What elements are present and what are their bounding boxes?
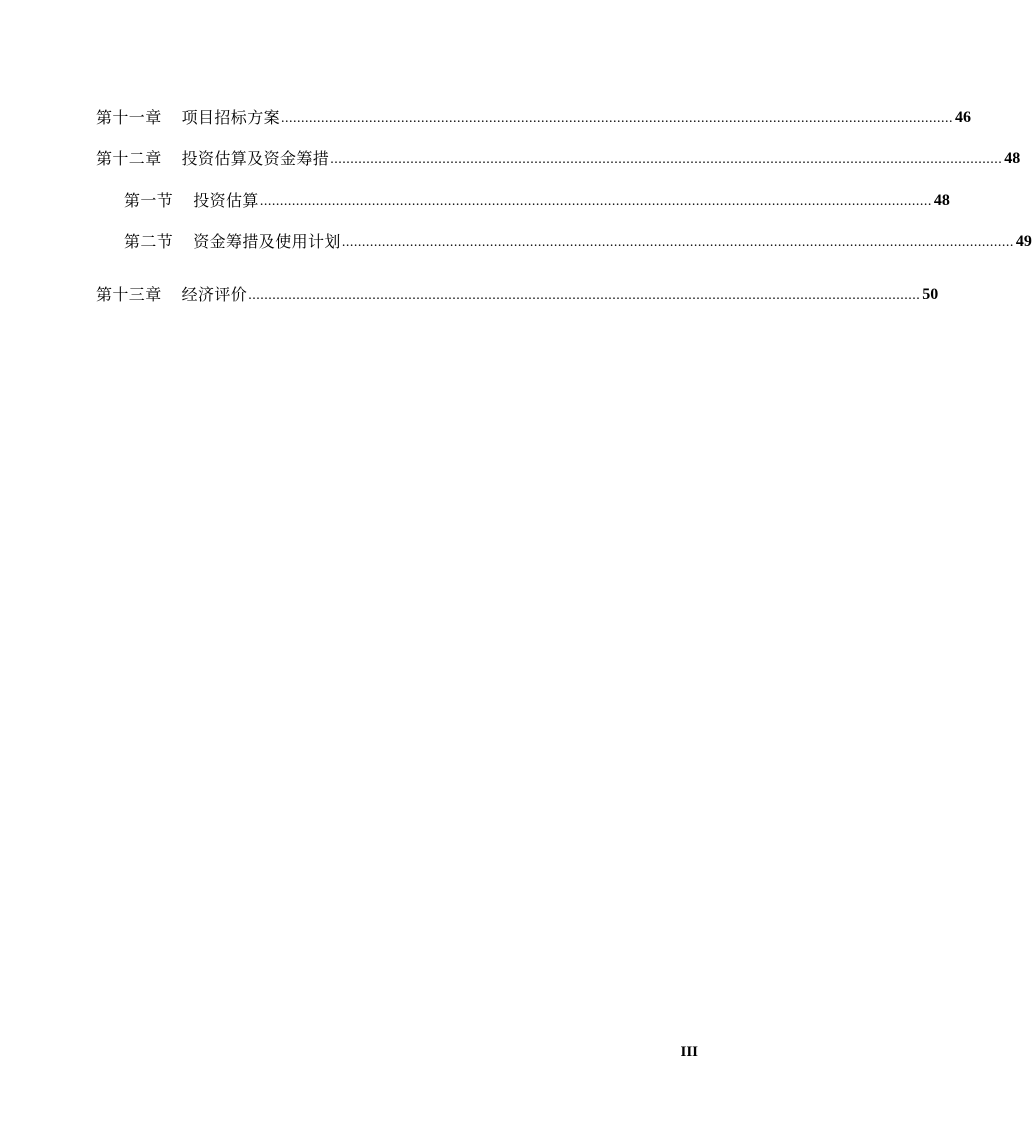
toc-leader-dots: ........................................................................................................................................................................: [259, 194, 932, 209]
toc-entry-page: 48: [933, 192, 950, 209]
toc-entry-page: 50: [922, 286, 939, 303]
toc-entry-title: 投资估算及资金筹措: [181, 149, 330, 168]
toc-entry-title: 项目招标方案: [181, 108, 281, 127]
toc-entry-chapter-11[interactable]: [96, 106, 972, 130]
toc-entry-page: 48: [1004, 150, 1021, 167]
toc-entry-title: 经济评价: [181, 285, 248, 304]
toc-entry-number: 第十二章: [96, 149, 162, 168]
toc-leader-dots: ........................................................................................................................................................................: [248, 288, 921, 303]
toc-entry-number: 第一节: [124, 191, 174, 210]
page-number: III: [680, 1044, 698, 1060]
toc-entry-title: 投资估算: [193, 191, 259, 210]
toc-entry-page: 49: [1015, 233, 1032, 250]
toc-leader-dots: ........................................................................................................................................................................: [341, 235, 1014, 250]
toc-entry-section-2[interactable]: [124, 230, 1032, 254]
toc-entry-number: 第十三章: [96, 285, 162, 304]
toc-entry-page: 46: [955, 109, 972, 126]
toc-entry-chapter-13[interactable]: [96, 283, 939, 307]
toc-entry-label: [96, 106, 280, 130]
toc-entry-label: [124, 189, 259, 213]
toc-entry-label: [124, 230, 341, 254]
toc-entry-title: 资金筹措及使用计划: [193, 232, 341, 251]
toc-leader-dots: ........................................................................................................................................................................: [330, 152, 1003, 167]
toc-entry-label: [96, 147, 329, 171]
toc-entry-label: [96, 283, 247, 307]
toc-entry-chapter-12[interactable]: [96, 147, 1021, 171]
toc-entry-number: 第十一章: [96, 108, 162, 127]
toc-entry-number: 第二节: [124, 232, 174, 251]
toc-leader-dots: ........................................................................................................................................................................: [281, 111, 954, 126]
toc-entry-section-1[interactable]: [124, 189, 950, 213]
